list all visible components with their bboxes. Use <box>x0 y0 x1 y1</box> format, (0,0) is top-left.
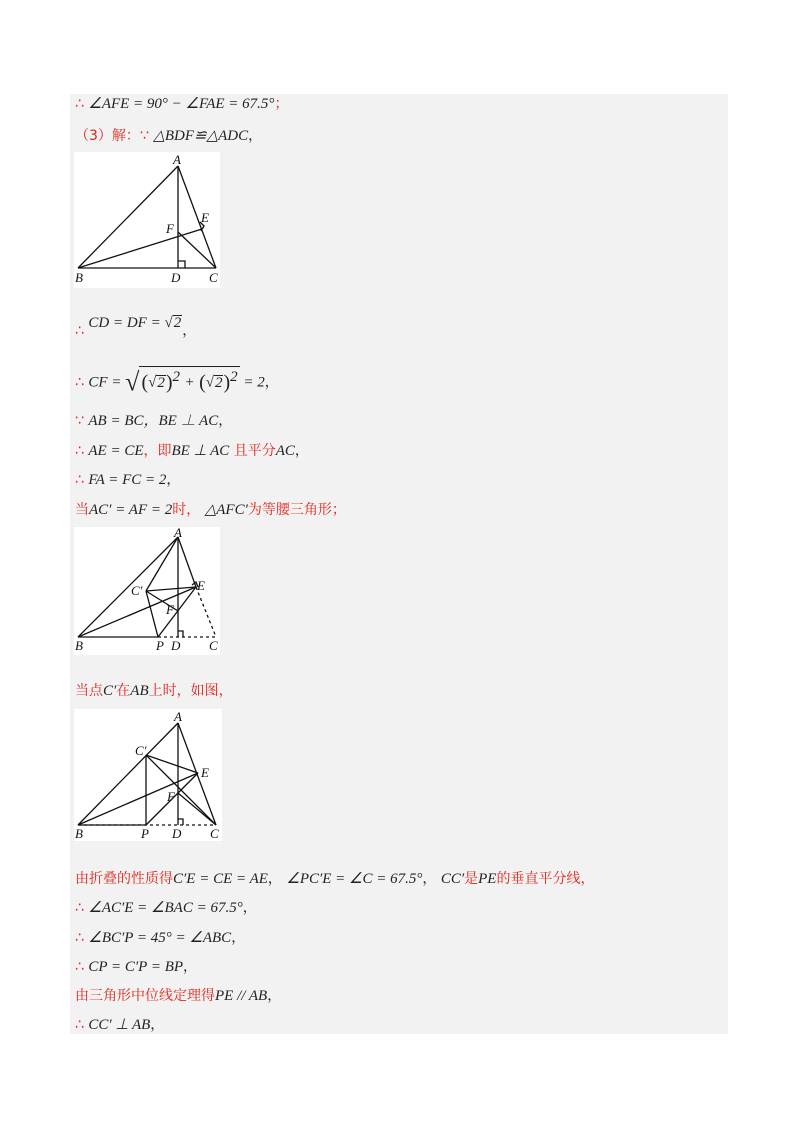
line-angle-afe <box>75 94 288 114</box>
line-cd-df: ∴ CD = DF = √2， <box>75 315 197 339</box>
label-f: F <box>166 602 174 617</box>
punct: ， <box>294 443 309 459</box>
formula-3: CC′ <box>440 871 465 887</box>
formula-rhs: = 2 <box>239 374 265 391</box>
text-mid: 是 <box>464 871 479 887</box>
punct: ， <box>183 959 198 975</box>
label-p: P <box>156 638 164 653</box>
formula: ∠BC′P = 45° = ∠ABC <box>88 930 232 946</box>
label-f: F <box>167 789 175 804</box>
formula-1: AE = CE <box>88 443 144 459</box>
sep-1: ， <box>267 871 282 887</box>
therefore-symbol: ∴ <box>75 323 84 339</box>
label-d: D <box>172 826 182 841</box>
therefore-symbol: ∴ <box>75 374 84 391</box>
formula: △BDF≌△ADC <box>153 128 249 144</box>
label-e: E <box>197 578 205 593</box>
label-c: C <box>210 826 219 841</box>
line-fa-fc <box>75 470 180 490</box>
punct: ， <box>218 413 233 429</box>
label-d: D <box>171 270 181 285</box>
punct: ， <box>231 930 246 946</box>
therefore-symbol: ∴ <box>75 1017 84 1033</box>
line-case-on-ab <box>75 681 233 701</box>
formula-2: AB <box>130 683 149 699</box>
punct: ， <box>150 1017 165 1033</box>
sqrt-inner-1: 2 <box>157 374 165 391</box>
therefore-symbol: ∴ <box>75 443 84 459</box>
figure-3-fold-on-ab <box>74 709 222 841</box>
formula-1: C′E = CE = AE <box>173 871 268 887</box>
label-a: A <box>173 152 181 167</box>
text-mid: 在 <box>116 683 131 699</box>
label-p: P <box>141 826 149 841</box>
line-angle-ac-e <box>75 898 257 918</box>
line-part3-congruence <box>75 126 262 146</box>
because-symbol: ∵ <box>139 128 149 144</box>
line-ae-ce <box>75 441 309 461</box>
sqrt-value: 2 <box>173 315 182 331</box>
figure-2-fold <box>74 527 220 655</box>
punct: ， <box>248 128 263 144</box>
figure-1-triangle <box>74 152 220 288</box>
label-d: D <box>171 638 181 653</box>
formula: FA = FC = 2 <box>88 472 167 488</box>
label-b: B <box>75 826 83 841</box>
text-mid: 时， <box>172 502 201 518</box>
label-a: A <box>174 709 182 724</box>
formula: AB = BC，BE ⊥ AC <box>88 413 219 429</box>
because-symbol: ∵ <box>75 413 84 429</box>
text-post: 的垂直平分线， <box>496 871 595 887</box>
therefore-symbol: ∴ <box>75 930 84 946</box>
formula-2: BE ⊥ AC <box>171 443 230 459</box>
label-c: C <box>209 638 218 653</box>
formula: ∠AFE = 90° − ∠FAE = 67.5° <box>88 96 275 112</box>
line-midline-theorem <box>75 986 281 1006</box>
label-b: B <box>75 270 83 285</box>
part-label: （3）解： <box>75 128 140 144</box>
therefore-symbol: ∴ <box>75 959 84 975</box>
text-mid-2: 且平分 <box>233 443 276 459</box>
text-post: 上时，如图， <box>148 683 233 699</box>
formula-1: AC′ = AF = 2 <box>89 502 173 518</box>
line-cp-bp <box>75 957 197 977</box>
text-pre: 由折叠的性质得 <box>75 871 173 887</box>
punct: ， <box>267 988 282 1004</box>
punct: ， <box>182 323 197 339</box>
punct: ， <box>264 374 279 391</box>
text-pre: 由三角形中位线定理得 <box>75 988 215 1004</box>
formula-2: △AFC′ <box>204 502 248 518</box>
line-ab-bc <box>75 411 232 431</box>
label-a: A <box>174 527 182 540</box>
formula: ∠AC′E = ∠BAC = 67.5° <box>88 900 243 916</box>
text-pre: 当点 <box>75 683 103 699</box>
label-f: F <box>166 221 174 236</box>
line-case-isosceles <box>75 500 346 520</box>
formula-1: C′ <box>103 683 117 699</box>
line-angle-bcp <box>75 928 245 948</box>
line-cf: ∴ CF = √ $(√2)^2 + (√2)^2 = 2$， <box>75 367 279 397</box>
text-pre: 当 <box>75 502 89 518</box>
line-folding-property <box>75 869 594 889</box>
label-c-prime: C′ <box>135 743 147 758</box>
label-e: E <box>201 210 209 225</box>
label-c-prime: C′ <box>131 583 143 598</box>
punct: ， <box>166 472 181 488</box>
formula: PE // AB <box>215 988 268 1004</box>
line-cc-perp-ab <box>75 1015 164 1035</box>
label-e: E <box>201 765 209 780</box>
sqrt-inner-2: 2 <box>214 374 223 391</box>
formula-4: PE <box>478 871 497 887</box>
formula-2: ∠PC′E = ∠C = 67.5° <box>286 871 423 887</box>
label-c: C <box>209 270 218 285</box>
therefore-symbol: ∴ <box>75 96 84 112</box>
punct: ； <box>274 96 289 112</box>
formula: CC′ ⊥ AB <box>88 1017 151 1033</box>
therefore-symbol: ∴ <box>75 472 84 488</box>
formula: CP = C′P = BP <box>88 959 184 975</box>
formula: CD = DF = <box>88 315 165 331</box>
punct: ， <box>242 900 257 916</box>
label-b: B <box>75 638 83 653</box>
text-mid-1: ，即 <box>143 443 172 459</box>
text-post: 为等腰三角形； <box>247 502 346 518</box>
therefore-symbol: ∴ <box>75 900 84 916</box>
sep-2: ， <box>422 871 437 887</box>
formula-3: AC <box>275 443 295 459</box>
formula-lhs: CF = <box>88 374 126 391</box>
